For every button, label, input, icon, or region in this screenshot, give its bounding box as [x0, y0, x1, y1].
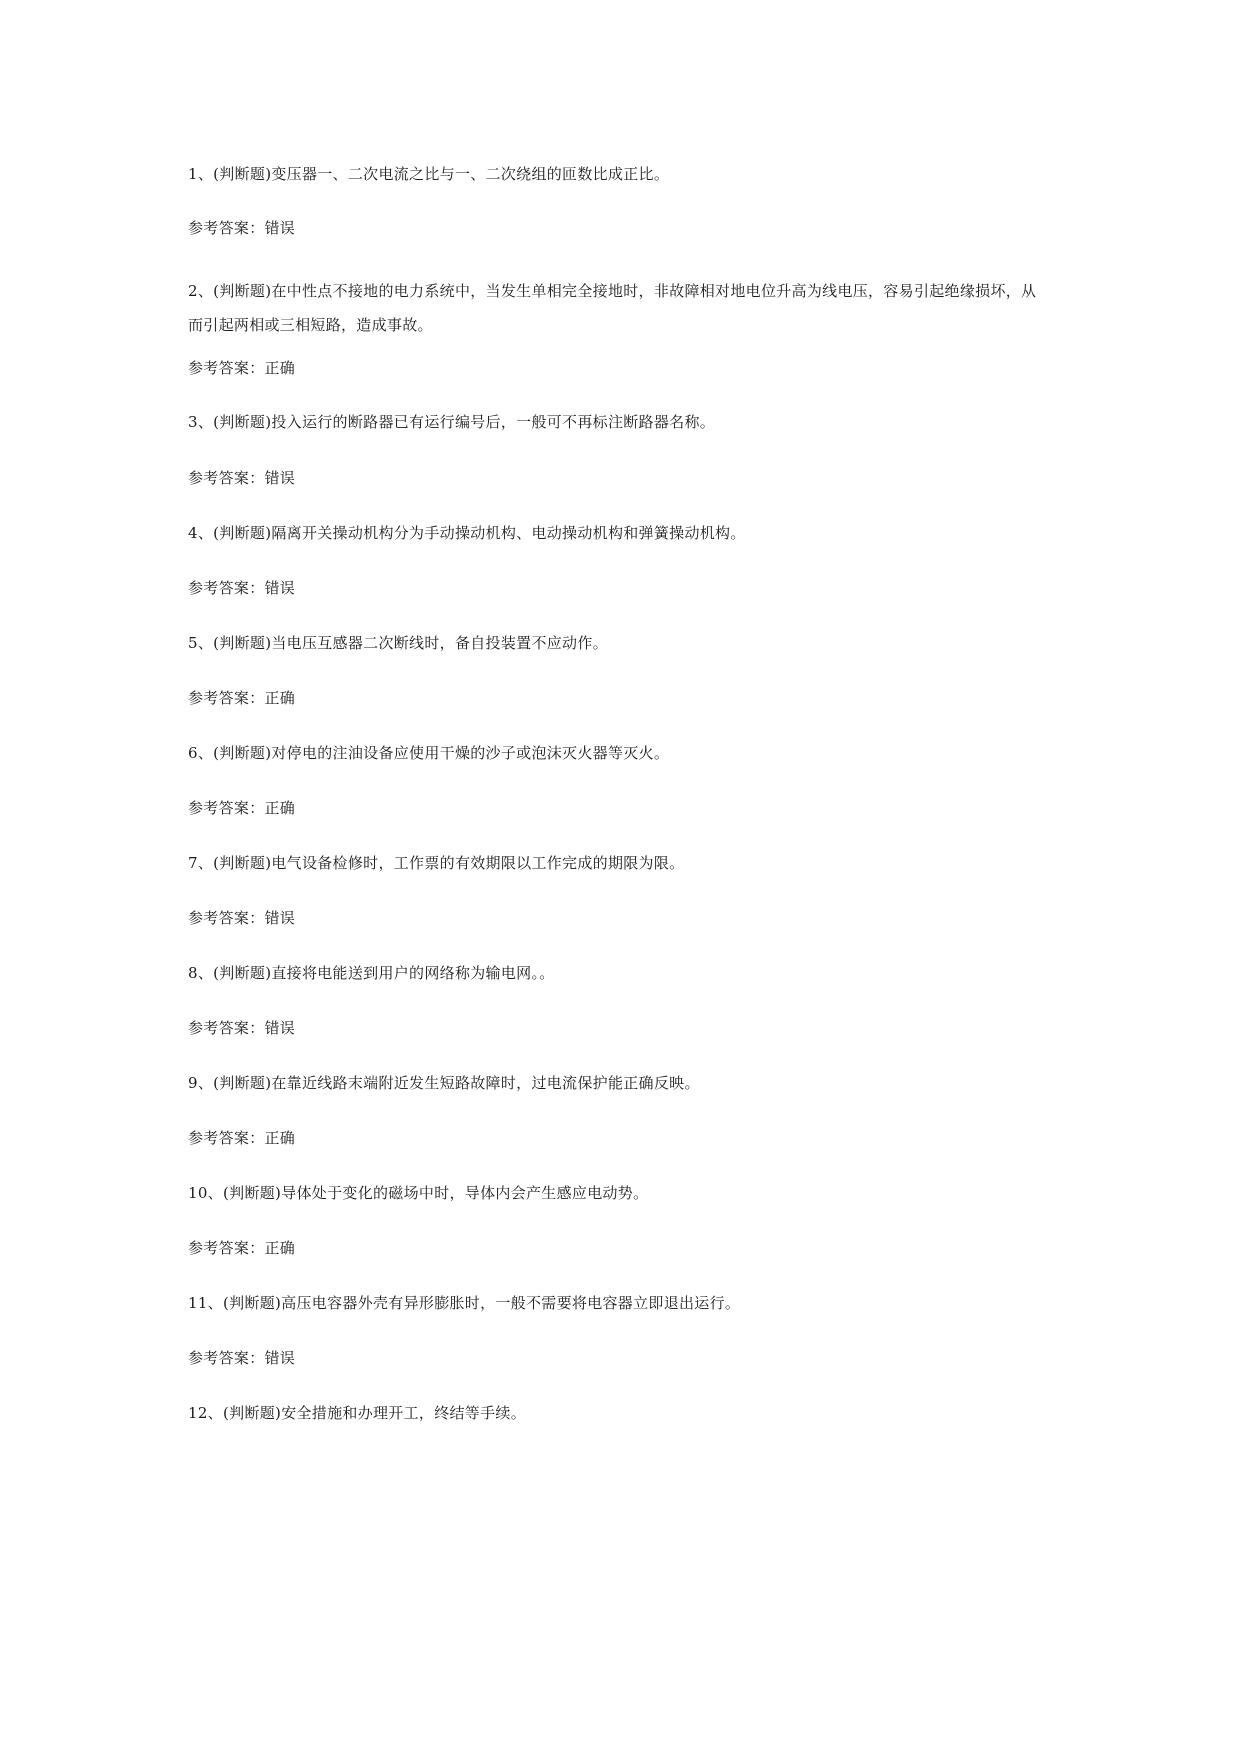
answer-text: 参考答案：错误 — [188, 219, 296, 237]
question-item — [188, 1293, 740, 1313]
answer-item — [188, 688, 295, 708]
question-item — [188, 274, 1048, 342]
question-text: 10、(判断题)导体处于变化的磁场中时，导体内会产生感应电动势。 — [188, 1184, 649, 1202]
question-item — [188, 963, 555, 983]
answer-text: 参考答案：错误 — [188, 579, 296, 597]
question-text: 11、(判断题)高压电容器外壳有异形膨胀时，一般不需要将电容器立即退出运行。 — [188, 1294, 741, 1312]
question-text: 4、(判断题)隔离开关操动机构分为手动操动机构、电动操动机构和弹簧操动机构。 — [188, 524, 746, 542]
answer-text: 参考答案：错误 — [188, 469, 296, 487]
answer-item — [188, 1018, 295, 1038]
question-item — [188, 853, 684, 873]
question-text: 8、(判断题)直接将电能送到用户的网络称为输电网。。 — [188, 964, 555, 982]
question-item — [188, 1183, 648, 1203]
question-text: 3、(判断题)投入运行的断路器已有运行编号后，一般可不再标注断路器名称。 — [188, 413, 716, 431]
answer-item — [188, 218, 295, 238]
question-item — [188, 164, 669, 184]
answer-text: 参考答案：正确 — [188, 689, 296, 707]
question-item — [188, 1073, 700, 1093]
answer-item — [188, 908, 295, 928]
answer-item — [188, 578, 295, 598]
answer-text: 参考答案：正确 — [188, 359, 296, 377]
answer-item — [188, 1128, 295, 1148]
question-text: 1、(判断题)变压器一、二次电流之比与一、二次绕组的匝数比成正比。 — [188, 165, 670, 183]
question-item — [188, 523, 746, 543]
answer-item — [188, 1348, 295, 1368]
answer-text: 参考答案：正确 — [188, 799, 296, 817]
question-item — [188, 743, 669, 763]
answer-text: 参考答案：错误 — [188, 909, 296, 927]
question-text: 12、(判断题)安全措施和办理开工，终结等手续。 — [188, 1404, 526, 1422]
answer-item — [188, 1238, 295, 1258]
question-text: 9、(判断题)在靠近线路末端附近发生短路故障时，过电流保护能正确反映。 — [188, 1074, 700, 1092]
question-text: 5、(判断题)当电压互感器二次断线时，备自投装置不应动作。 — [188, 634, 608, 652]
answer-item — [188, 798, 295, 818]
question-text: 7、(判断题)电气设备检修时，工作票的有效期限以工作完成的期限为限。 — [188, 854, 685, 872]
answer-item — [188, 358, 295, 378]
answer-text: 参考答案：正确 — [188, 1239, 296, 1257]
question-item — [188, 633, 608, 653]
question-item — [188, 412, 715, 432]
answer-text: 参考答案：正确 — [188, 1129, 296, 1147]
answer-item — [188, 468, 295, 488]
question-item — [188, 1403, 526, 1423]
question-text: 2、(判断题)在中性点不接地的电力系统中，当发生单相完全接地时，非故障相对地电位升高为线电压，容易引起绝缘损坏，从而引起两相或三相短路，造成事故。 — [188, 282, 1037, 334]
answer-text: 参考答案：错误 — [188, 1349, 296, 1367]
question-text: 6、(判断题)对停电的注油设备应使用干燥的沙子或泡沫灭火器等灭火。 — [188, 744, 670, 762]
answer-text: 参考答案：错误 — [188, 1019, 296, 1037]
